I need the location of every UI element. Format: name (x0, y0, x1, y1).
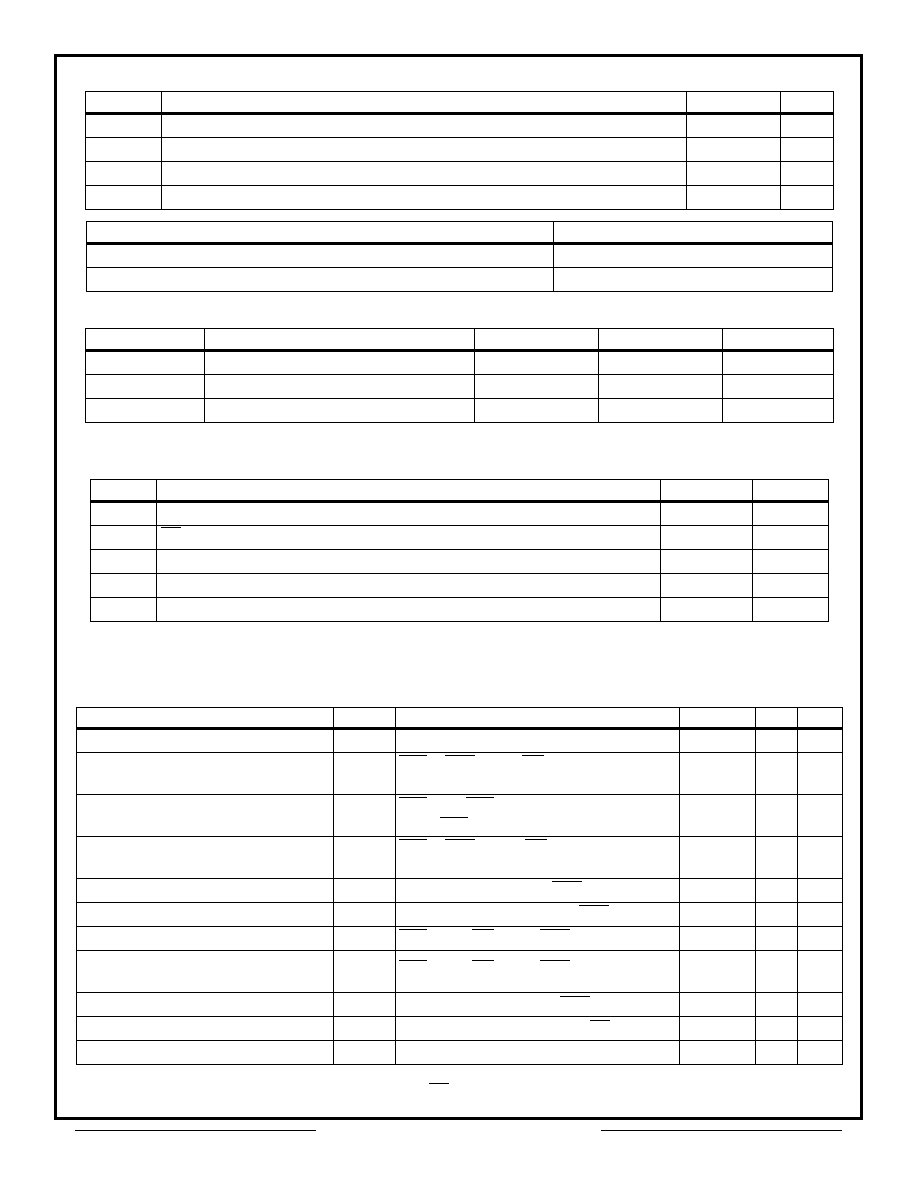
table-row (77, 879, 843, 903)
footer-rule-right (601, 1130, 842, 1131)
overline-mark (522, 755, 544, 756)
table-row (87, 222, 833, 244)
table-row (86, 138, 834, 162)
table-row (86, 162, 834, 186)
overline-mark (472, 929, 494, 930)
table-row (87, 268, 833, 292)
overline-mark (560, 996, 590, 997)
table-row (77, 729, 843, 753)
table-row (91, 574, 829, 598)
overline-mark (429, 1083, 449, 1084)
table-row (86, 92, 834, 114)
table-row (77, 795, 843, 837)
table-3 (85, 328, 834, 423)
table-1 (85, 91, 834, 210)
table-row (77, 903, 843, 927)
table-row (77, 993, 843, 1017)
overline-mark (445, 839, 475, 840)
table-row (77, 951, 843, 993)
table-row (77, 708, 843, 729)
table-row (77, 927, 843, 951)
table-row (86, 351, 834, 375)
table-row (77, 1041, 843, 1065)
table-row (91, 598, 829, 622)
table-4 (90, 479, 829, 622)
footer-rule-left (75, 1130, 316, 1131)
overline-mark (540, 929, 570, 930)
table-row (87, 244, 833, 268)
table-row (77, 837, 843, 879)
table-row (77, 753, 843, 795)
table-row (86, 375, 834, 399)
overline-mark (552, 881, 582, 882)
overline-mark (399, 960, 427, 961)
overline-mark (440, 817, 468, 818)
table-row (91, 526, 829, 550)
overline-mark (399, 839, 427, 840)
table-row (77, 1017, 843, 1041)
table-row (91, 502, 829, 526)
table-row (86, 114, 834, 138)
table-2 (86, 221, 833, 292)
overline-mark (579, 905, 609, 906)
table-5 (76, 707, 843, 1065)
table-row (86, 329, 834, 351)
overline-mark (399, 929, 427, 930)
overline-mark (399, 797, 427, 798)
overline-mark (590, 1020, 610, 1021)
overline-mark (466, 797, 494, 798)
table-row (91, 480, 829, 502)
overline-mark (525, 839, 547, 840)
overline-mark (161, 527, 181, 528)
table-row (86, 399, 834, 423)
table-row (91, 550, 829, 574)
overline-mark (445, 755, 475, 756)
overline-mark (472, 960, 494, 961)
overline-mark (399, 755, 427, 756)
overline-mark (540, 960, 570, 961)
table-row (86, 186, 834, 210)
